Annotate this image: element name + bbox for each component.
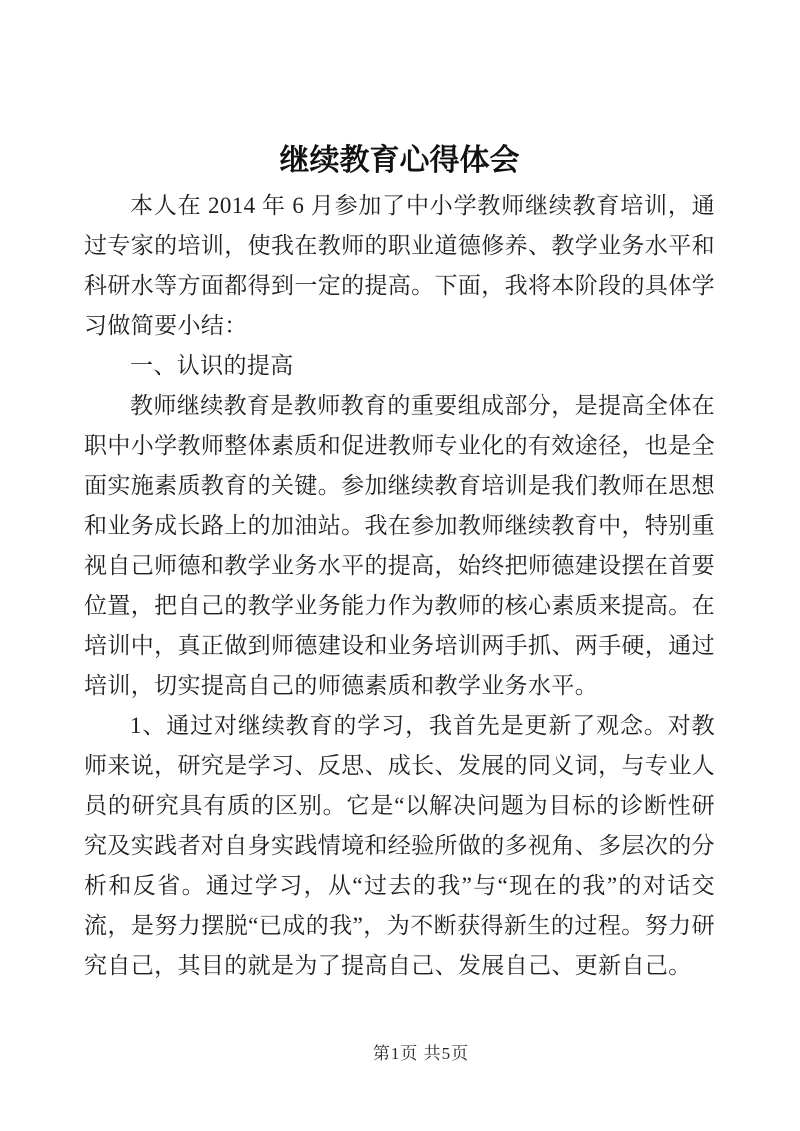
paragraph-list — [84, 186, 715, 986]
paragraph: 一、认识的提高 — [130, 353, 294, 378]
page-footer — [0, 1042, 800, 1066]
paragraph: 本人在 2014 年 6 月参加了中小学教师继续教育培训，通过专家的培训，使我在教师的职业道德修养、教学业务水平和科研水等方面都得到一定的提高。下面，我将本阶段的具体学习做简要小结： — [84, 193, 715, 338]
paragraph: 教师继续教育是教师教育的重要组成部分，是提高全体在职中小学教师整体素质和促进教师专业化的有效途径，也是全面实施素质教育的关键。参加继续教育培训是我们教师在思想和业务成长路上的加油站。我在参加教师继续教育中，特别重视自己师德和教学业务水平的提高，始终把师德建设摆在首要位置，把自己的教学业务能力作为教师的核心素质来提高。在培训中，真正做到师德建设和业务培训两手抓、两手硬，通过培训，切实提高自己的师德素质和教学业务水平。 — [84, 393, 715, 698]
page-number-label: 第1页 共5页 — [372, 1044, 470, 1063]
paragraph: 1、通过对继续教育的学习，我首先是更新了观念。对教师来说，研究是学习、反思、成长、发展的同义词，与专业人员的研究具有质的区别。它是“以解决问题为目标的诊断性研究及实践者对自身实践情境和经验所做的多视角、多层次的分析和反省。通过学习，从“过去的我”与“现在的我”的对话交流，是努力摆脱“已成的我”，为不断获得新生的过程。努力研究自己，其目的就是为了提高自己、发展自己、更新自己。 — [84, 713, 715, 978]
page-title: 继续教育心得体会 — [279, 144, 520, 177]
document-content — [84, 140, 715, 986]
